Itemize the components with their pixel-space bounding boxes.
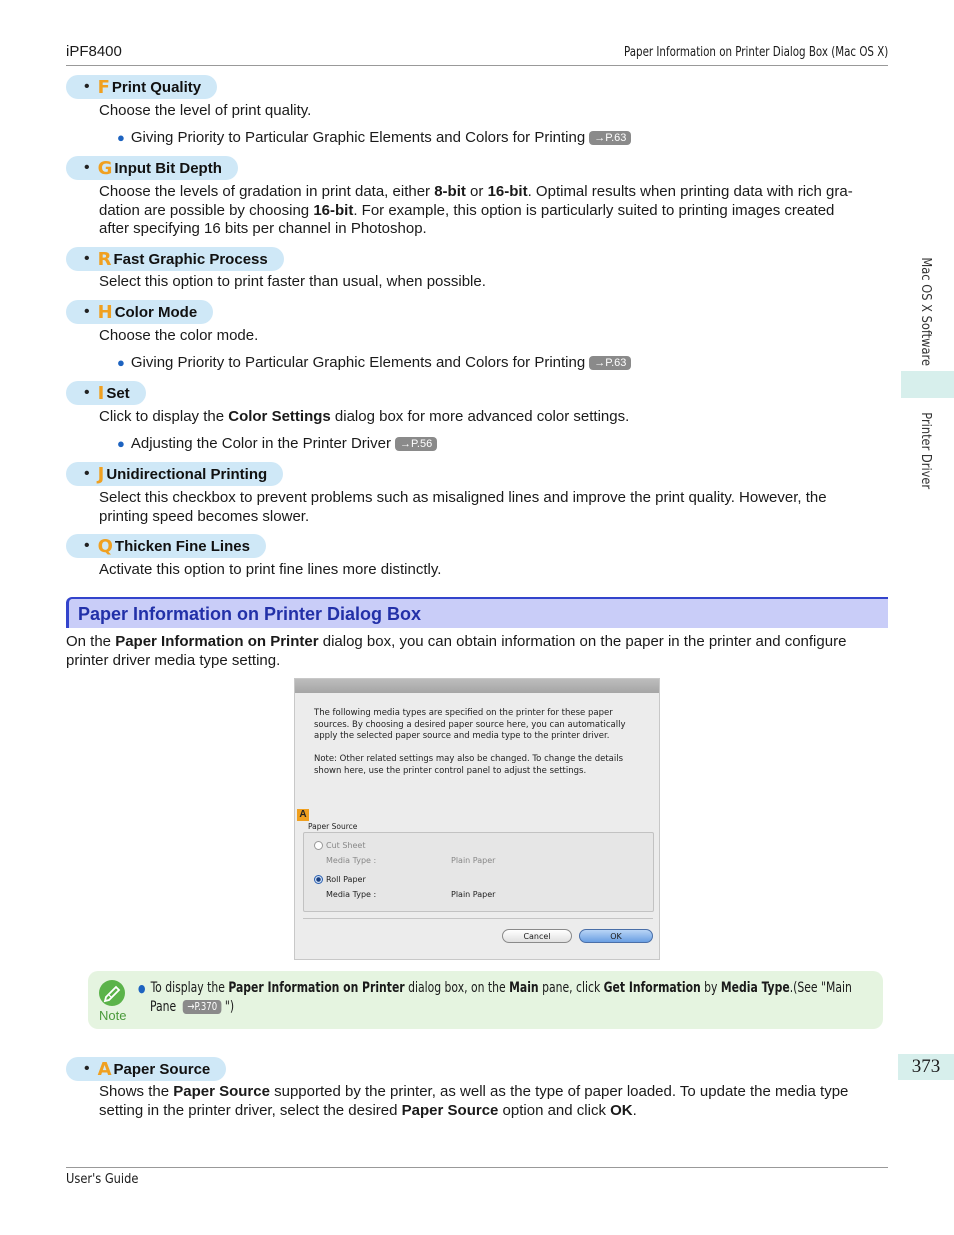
item-f-desc: Choose the level of print quality.	[99, 102, 312, 119]
roll-paper-label: Roll Paper	[326, 875, 366, 884]
roll-paper-radio[interactable]	[314, 875, 323, 884]
link-text[interactable]: Adjusting the Color in the Printer Driver	[130, 435, 391, 452]
letter-marker: Q	[97, 535, 113, 557]
dialog-message: The following media types are specified on the printer for these paper sources. By choosing a desired paper source here, you can automatically apply the selected paper source and media type to the printer driver.	[314, 708, 626, 741]
item-r-heading	[66, 247, 284, 271]
side-tab-top: Mac OS X Software	[918, 257, 933, 367]
item-i-heading	[66, 381, 146, 405]
bullet-icon: •	[84, 1060, 90, 1077]
footer-text: User's Guide	[66, 1172, 139, 1187]
item-title: Unidirectional Printing	[106, 465, 268, 483]
item-q-desc: Activate this option to print fine lines more distinctly.	[99, 561, 442, 578]
header-rule	[66, 65, 888, 66]
dialog-note: Note: Other related settings may also be changed. To change the details shown here, use the printer control panel to adjust the settings.	[314, 754, 624, 776]
bullet-icon: •	[84, 384, 90, 401]
header-section: Paper Information on Printer Dialog Box (Mac OS X)	[623, 45, 888, 60]
media-type-value: Plain Paper	[451, 890, 496, 899]
media-type-label: Media Type :	[326, 890, 377, 899]
page-ref[interactable]: →P.370	[183, 1000, 221, 1014]
item-title: Fast Graphic Process	[113, 250, 268, 268]
bullet-icon: •	[84, 78, 90, 95]
item-i-link[interactable]	[117, 435, 437, 452]
bullet-icon: •	[84, 465, 90, 482]
item-title: Thicken Fine Lines	[114, 537, 250, 555]
letter-marker: G	[97, 157, 113, 179]
page-ref[interactable]: →P.63	[589, 356, 631, 370]
section-heading	[66, 597, 888, 628]
bullet-icon: ●	[138, 982, 146, 995]
item-title: Set	[106, 384, 130, 402]
letter-marker: I	[97, 382, 105, 404]
item-title: Print Quality	[111, 78, 202, 96]
note-label: Note	[99, 1008, 127, 1023]
media-type-label: Media Type :	[326, 856, 377, 865]
letter-marker: R	[97, 248, 112, 270]
page-ref[interactable]: →P.63	[589, 131, 631, 145]
item-j-heading	[66, 462, 283, 486]
side-tab-bottom: Printer Driver	[918, 412, 933, 490]
link-text[interactable]: Giving Priority to Particular Graphic Elements and Colors for Printing	[130, 129, 586, 146]
item-i-desc: Click to display the Color Settings dialog box for more advanced color settings.	[99, 408, 630, 425]
item-f-heading	[66, 75, 217, 99]
letter-marker: J	[97, 463, 105, 485]
item-g-heading	[66, 156, 238, 180]
media-type-value: Plain Paper	[451, 856, 496, 865]
item-r-desc: Select this option to print faster than usual, when possible.	[99, 273, 486, 290]
paper-source-group	[303, 832, 654, 912]
page-number: 373	[898, 1054, 954, 1080]
cancel-button[interactable]: Cancel	[502, 929, 572, 943]
bullet-icon: ●	[117, 355, 125, 370]
item-h-heading	[66, 300, 213, 324]
bullet-icon: ●	[117, 130, 125, 145]
letter-marker: H	[97, 301, 113, 323]
cut-sheet-radio[interactable]	[314, 841, 323, 850]
paper-source-label: Paper Source	[308, 822, 358, 831]
item-a-desc: Shows the Paper Source supported by the printer, as well as the type of paper loaded. To update the media type setting in the printer driver, select the desired Paper Source option and click OK.	[99, 1083, 849, 1119]
note-text: ● To display the Paper Information on Printer dialog box, on the Main pane, click Get Information by Media Type.(See "Main Pane →P.370 ")	[138, 980, 852, 1015]
item-h-link[interactable]	[117, 354, 631, 371]
bullet-icon: ●	[117, 436, 125, 451]
letter-marker: A	[97, 1058, 112, 1080]
dialog-titlebar	[295, 679, 659, 693]
item-title: Input Bit Depth	[114, 159, 222, 177]
cut-sheet-label: Cut Sheet	[326, 841, 366, 850]
bullet-icon: •	[84, 250, 90, 267]
footer-rule	[66, 1167, 888, 1168]
item-q-heading	[66, 534, 266, 558]
section-intro: On the Paper Information on Printer dialog box, you can obtain information on the paper in the printer and configure printer driver media type setting.	[66, 633, 847, 669]
ok-button[interactable]: OK	[579, 929, 653, 943]
dialog-divider	[303, 918, 653, 919]
header-model: iPF8400	[66, 43, 122, 60]
item-title: Paper Source	[113, 1060, 211, 1078]
item-f-link[interactable]	[117, 129, 631, 146]
bullet-icon: •	[84, 303, 90, 320]
item-h-desc: Choose the color mode.	[99, 327, 259, 344]
item-g-desc: Choose the levels of gradation in print data, either 8-bit or 16-bit. Optimal results when printing data with rich gra- dation are possible by choosing 16-bit. For example, this option is particularly suited to printing images created after specifying 16 bits per channel in Photoshop.	[99, 183, 853, 237]
side-tab-marker	[901, 371, 954, 398]
bullet-icon: •	[84, 159, 90, 176]
page-ref[interactable]: →P.56	[395, 437, 437, 451]
letter-marker: F	[97, 76, 110, 98]
item-title: Color Mode	[114, 303, 198, 321]
link-text[interactable]: Giving Priority to Particular Graphic Elements and Colors for Printing	[130, 354, 586, 371]
note-icon	[99, 980, 125, 1006]
item-a-heading	[66, 1057, 226, 1081]
item-j-desc: Select this checkbox to prevent problems such as misaligned lines and improve the print quality. However, the printing speed becomes slower.	[99, 489, 827, 525]
section-title: Paper Information on Printer Dialog Box	[78, 604, 422, 624]
bullet-icon: •	[84, 537, 90, 554]
paper-info-dialog	[294, 678, 660, 960]
callout-marker: A	[297, 809, 309, 821]
